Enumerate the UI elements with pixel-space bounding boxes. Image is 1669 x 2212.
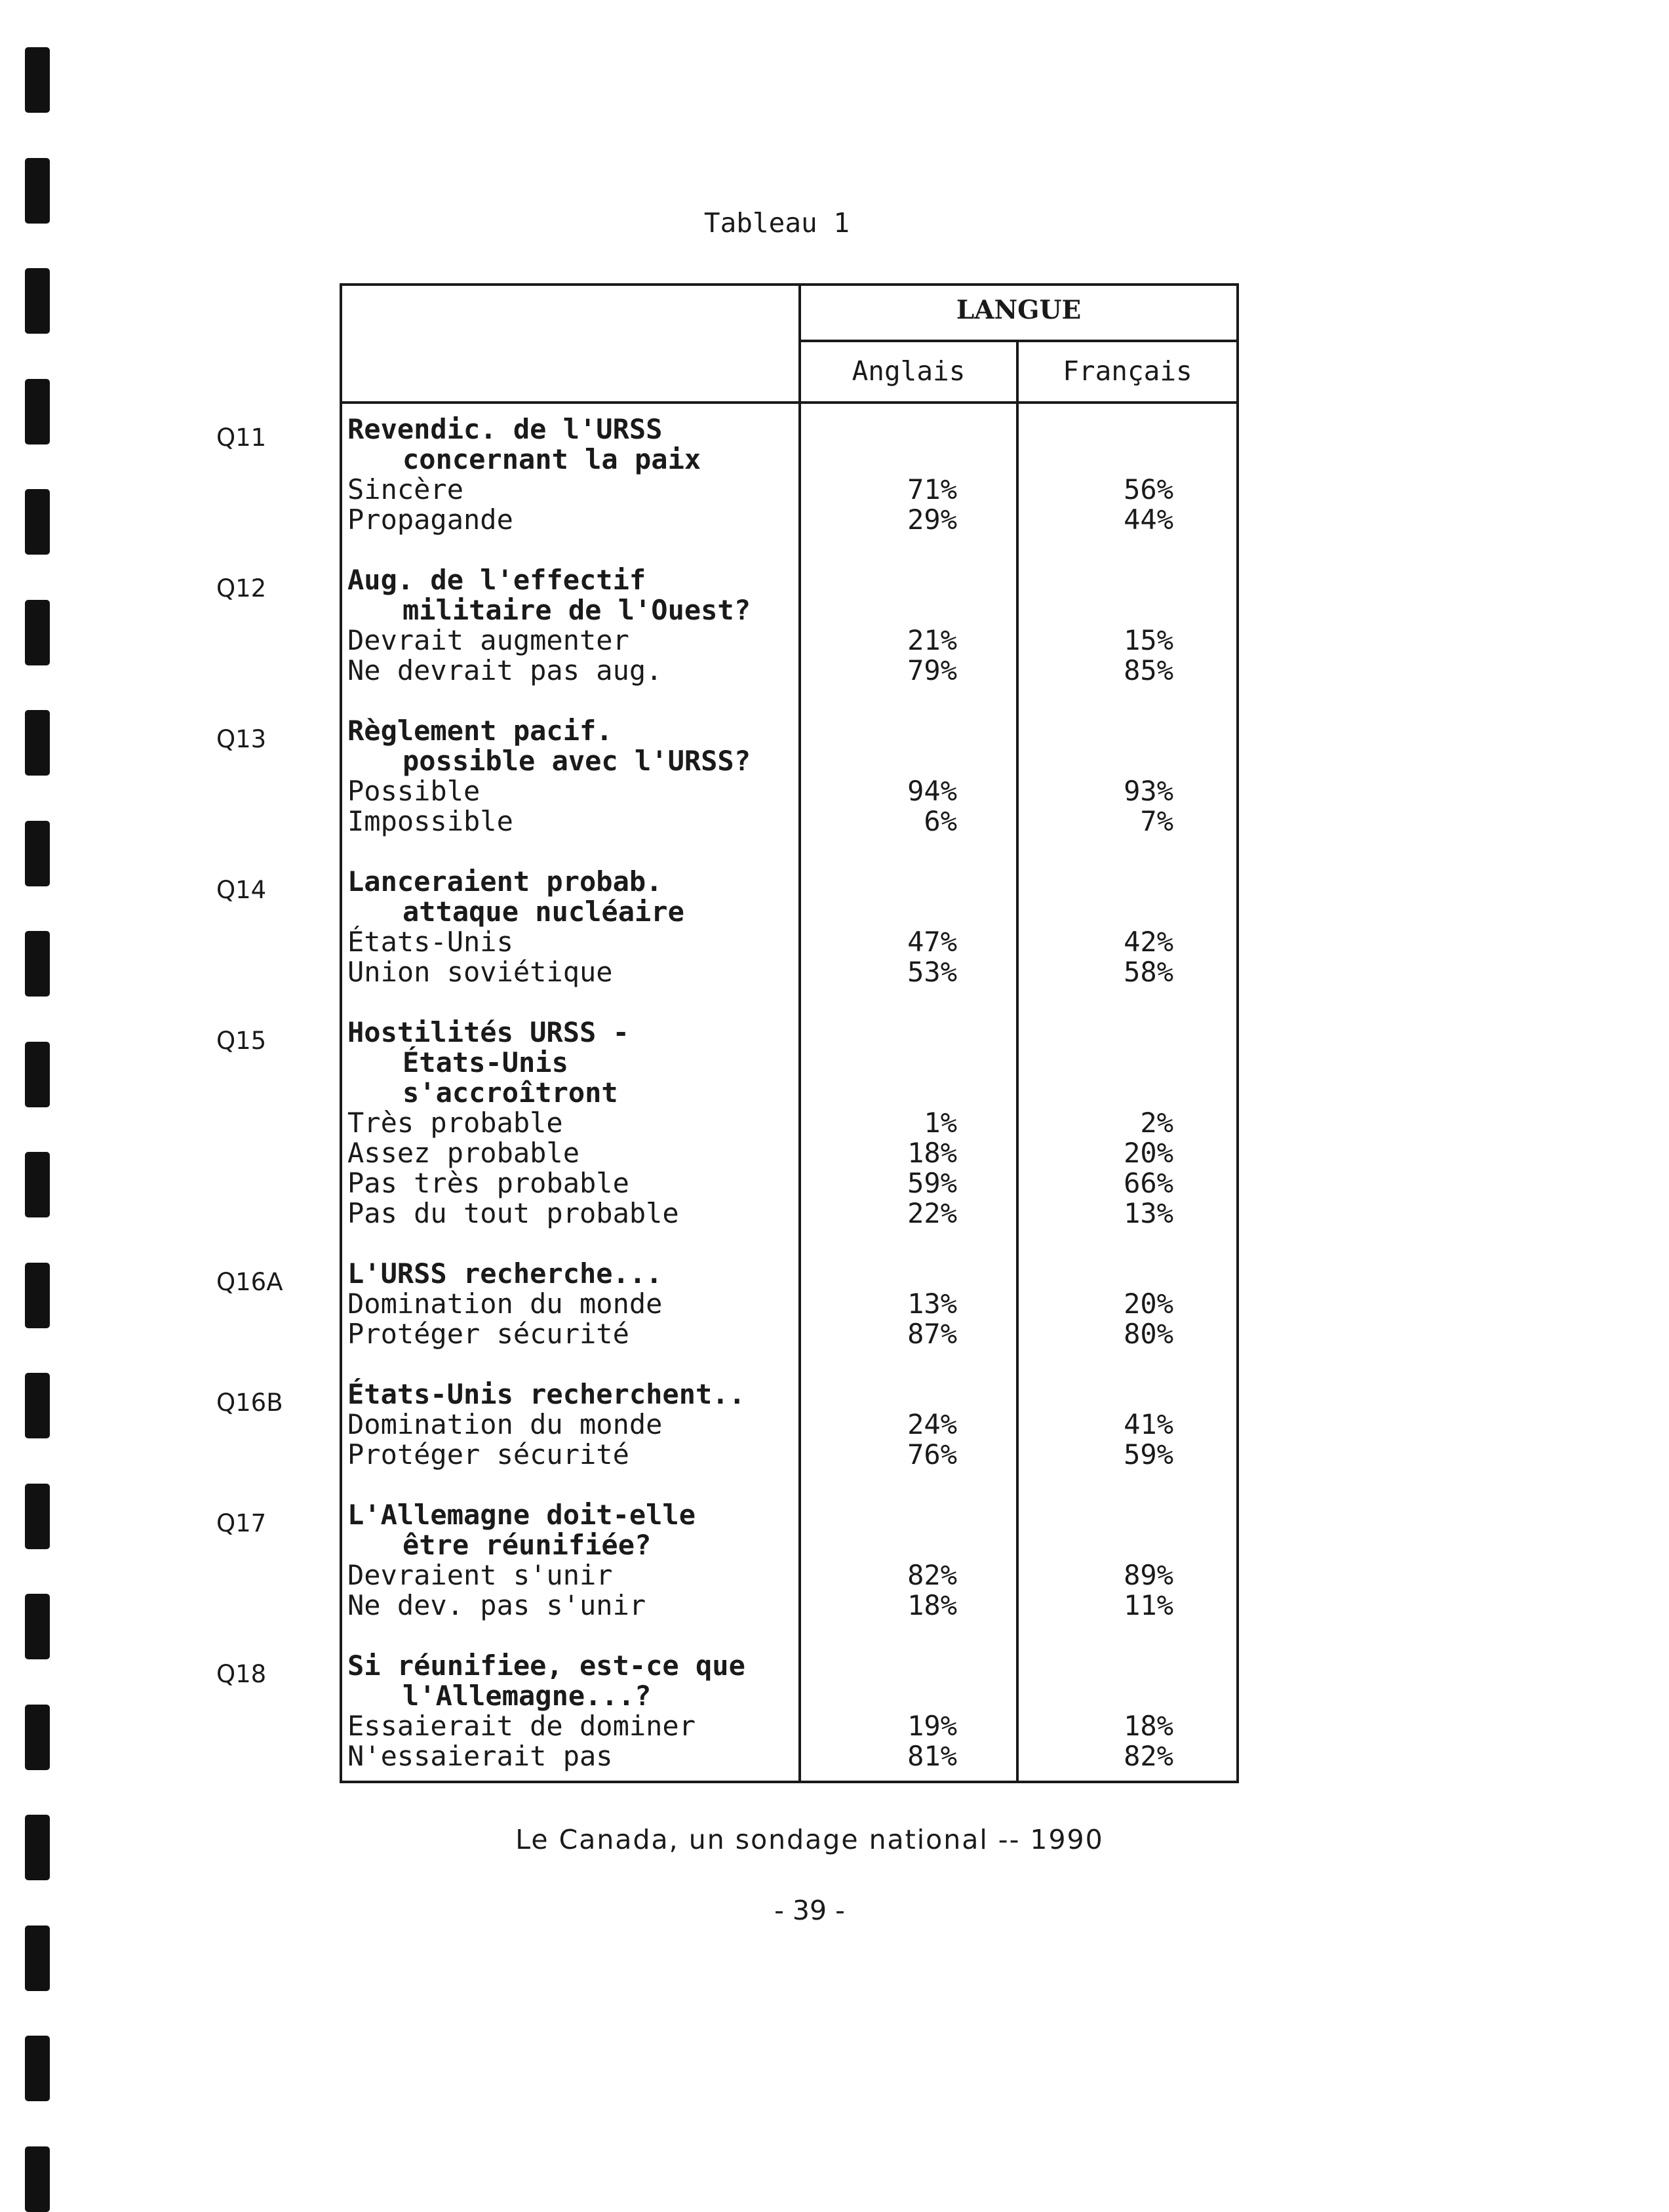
binding-hole [25,379,50,444]
binding-hole [25,710,50,776]
binding-hole [25,1373,50,1438]
binding-hole [25,1263,50,1328]
question-text: possible avec l'URSS? [403,745,751,777]
question-code: Q16B [216,1389,283,1417]
question-text: États-Unis recherchent.. [347,1378,745,1410]
answer-row [347,475,1226,505]
value-anglais: 22% [907,1197,957,1229]
header-bottom-rule [342,401,1236,404]
value-francais: 56% [1124,473,1173,505]
answer-row [347,957,1226,987]
binding-hole [25,489,50,555]
value-anglais: 18% [907,1589,957,1621]
question-group [347,1500,1226,1621]
value-anglais: 71% [907,473,957,505]
value-francais: 15% [1124,624,1173,656]
question-text: militaire de l'Ouest? [403,594,751,626]
binding-hole [25,1484,50,1549]
answer-label: Protéger sécurité [347,1438,629,1471]
value-anglais: 21% [907,624,957,656]
header-anglais: Anglais [852,355,966,387]
question-text: Aug. de l'effectif [347,564,646,596]
answer-row [347,1590,1226,1621]
answer-label: N'essaierait pas [347,1740,613,1772]
value-anglais: 19% [907,1710,957,1742]
value-francais: 7% [1140,805,1173,837]
value-francais: 42% [1124,926,1173,958]
answer-label: Impossible [347,805,513,837]
question-group [347,716,1226,837]
question-text: attaque nucléaire [403,896,684,928]
question-text: Règlement pacif. [347,715,613,747]
question-code: Q11 [216,424,267,452]
value-anglais: 13% [907,1288,957,1320]
value-anglais: 94% [907,775,957,807]
value-francais: 82% [1124,1740,1173,1772]
answer-label: Ne dev. pas s'unir [347,1589,646,1621]
binding-hole [25,1042,50,1107]
answer-row [347,1138,1226,1168]
header-langue: LANGUE [956,295,1082,325]
answer-row [347,1108,1226,1138]
question-group [347,414,1226,535]
question-text: Si réunifiee, est-ce que [347,1649,745,1682]
page-number: - 39 - [774,1895,845,1926]
header-divider [798,340,1236,342]
value-francais: 59% [1124,1438,1173,1471]
question-code: Q14 [216,876,267,904]
value-francais: 66% [1124,1167,1173,1199]
question-code: Q13 [216,725,267,753]
binding-hole [25,47,50,113]
question-code: Q16A [216,1268,283,1296]
binding-hole [25,2036,50,2101]
answer-label: Protéger sécurité [347,1318,629,1350]
answer-label: États-Unis [347,926,513,958]
answer-row [347,1198,1226,1229]
answer-label: Assez probable [347,1137,580,1169]
answer-label: Pas très probable [347,1167,629,1199]
header-francais: Français [1063,355,1192,387]
answer-row [347,1741,1226,1771]
value-anglais: 29% [907,504,957,536]
value-francais: 41% [1124,1408,1173,1440]
answer-row [347,1168,1226,1198]
answer-row [347,1440,1226,1470]
answer-row [347,1410,1226,1440]
answer-row [347,1319,1226,1349]
binding-hole [25,2146,50,2212]
value-anglais: 6% [924,805,957,837]
answer-label: Domination du monde [347,1288,663,1320]
answer-label: Domination du monde [347,1408,663,1440]
value-francais: 20% [1124,1288,1173,1320]
answer-label: Essaierait de dominer [347,1710,696,1742]
question-code: Q18 [216,1660,267,1688]
value-francais: 13% [1124,1197,1173,1229]
answer-row [347,1711,1226,1741]
value-anglais: 47% [907,926,957,958]
binding-hole [25,1152,50,1217]
answer-row [347,1560,1226,1590]
value-anglais: 81% [907,1740,957,1772]
question-text: s'accroîtront [403,1076,618,1109]
question-text: L'URSS recherche... [347,1257,663,1290]
answer-label: Possible [347,775,481,807]
answer-label: Devrait augmenter [347,624,629,656]
value-francais: 44% [1124,504,1173,536]
value-anglais: 24% [907,1408,957,1440]
binding-hole [25,931,50,997]
value-francais: 89% [1124,1559,1173,1591]
question-text: Lanceraient probab. [347,865,663,898]
question-group [347,565,1226,686]
answer-label: Pas du tout probable [347,1197,679,1229]
binding-hole [25,600,50,665]
answer-row [347,656,1226,686]
binding-hole [25,1594,50,1659]
answer-label: Très probable [347,1107,563,1139]
value-francais: 80% [1124,1318,1173,1350]
value-anglais: 53% [907,956,957,988]
value-anglais: 79% [907,654,957,686]
answer-row [347,776,1226,806]
answer-row [347,927,1226,957]
binding-hole [25,268,50,334]
value-francais: 85% [1124,654,1173,686]
question-text: l'Allemagne...? [403,1680,652,1712]
question-text: Revendic. de l'URSS [347,413,663,445]
value-francais: 11% [1124,1589,1173,1621]
question-text: L'Allemagne doit-elle [347,1499,696,1531]
question-text: être réunifiée? [403,1529,652,1561]
value-francais: 20% [1124,1137,1173,1169]
value-francais: 93% [1124,775,1173,807]
question-text: Hostilités URSS - [347,1016,629,1048]
question-code: Q15 [216,1027,267,1055]
binding-hole [25,1926,50,1991]
answer-row [347,1289,1226,1319]
binding-hole [25,1705,50,1770]
value-anglais: 18% [907,1137,957,1169]
value-anglais: 76% [907,1438,957,1471]
value-anglais: 87% [907,1318,957,1350]
answer-row [347,625,1226,656]
question-group [347,1379,1226,1470]
question-code: Q12 [216,574,267,602]
value-anglais: 82% [907,1559,957,1591]
footer-caption: Le Canada, un sondage national -- 1990 [515,1824,1104,1855]
answer-label: Ne devrait pas aug. [347,654,663,686]
value-francais: 18% [1124,1710,1173,1742]
binding-hole [25,821,50,886]
question-group [347,1259,1226,1349]
value-anglais: 59% [907,1167,957,1199]
answer-row [347,505,1226,535]
table-title: Tableau 1 [703,207,850,239]
question-group [347,867,1226,987]
answer-row [347,806,1226,837]
question-code: Q17 [216,1509,267,1537]
question-group [347,1651,1226,1771]
answer-label: Propagande [347,504,513,536]
table-body [347,414,1226,1802]
value-anglais: 1% [924,1107,957,1139]
answer-label: Sincère [347,473,464,505]
question-text: concernant la paix [403,443,701,475]
value-francais: 2% [1140,1107,1173,1139]
answer-label: Devraient s'unir [347,1559,613,1591]
question-group [347,1017,1226,1229]
answer-label: Union soviétique [347,956,613,988]
question-text: États-Unis [403,1046,568,1078]
value-francais: 58% [1124,956,1173,988]
